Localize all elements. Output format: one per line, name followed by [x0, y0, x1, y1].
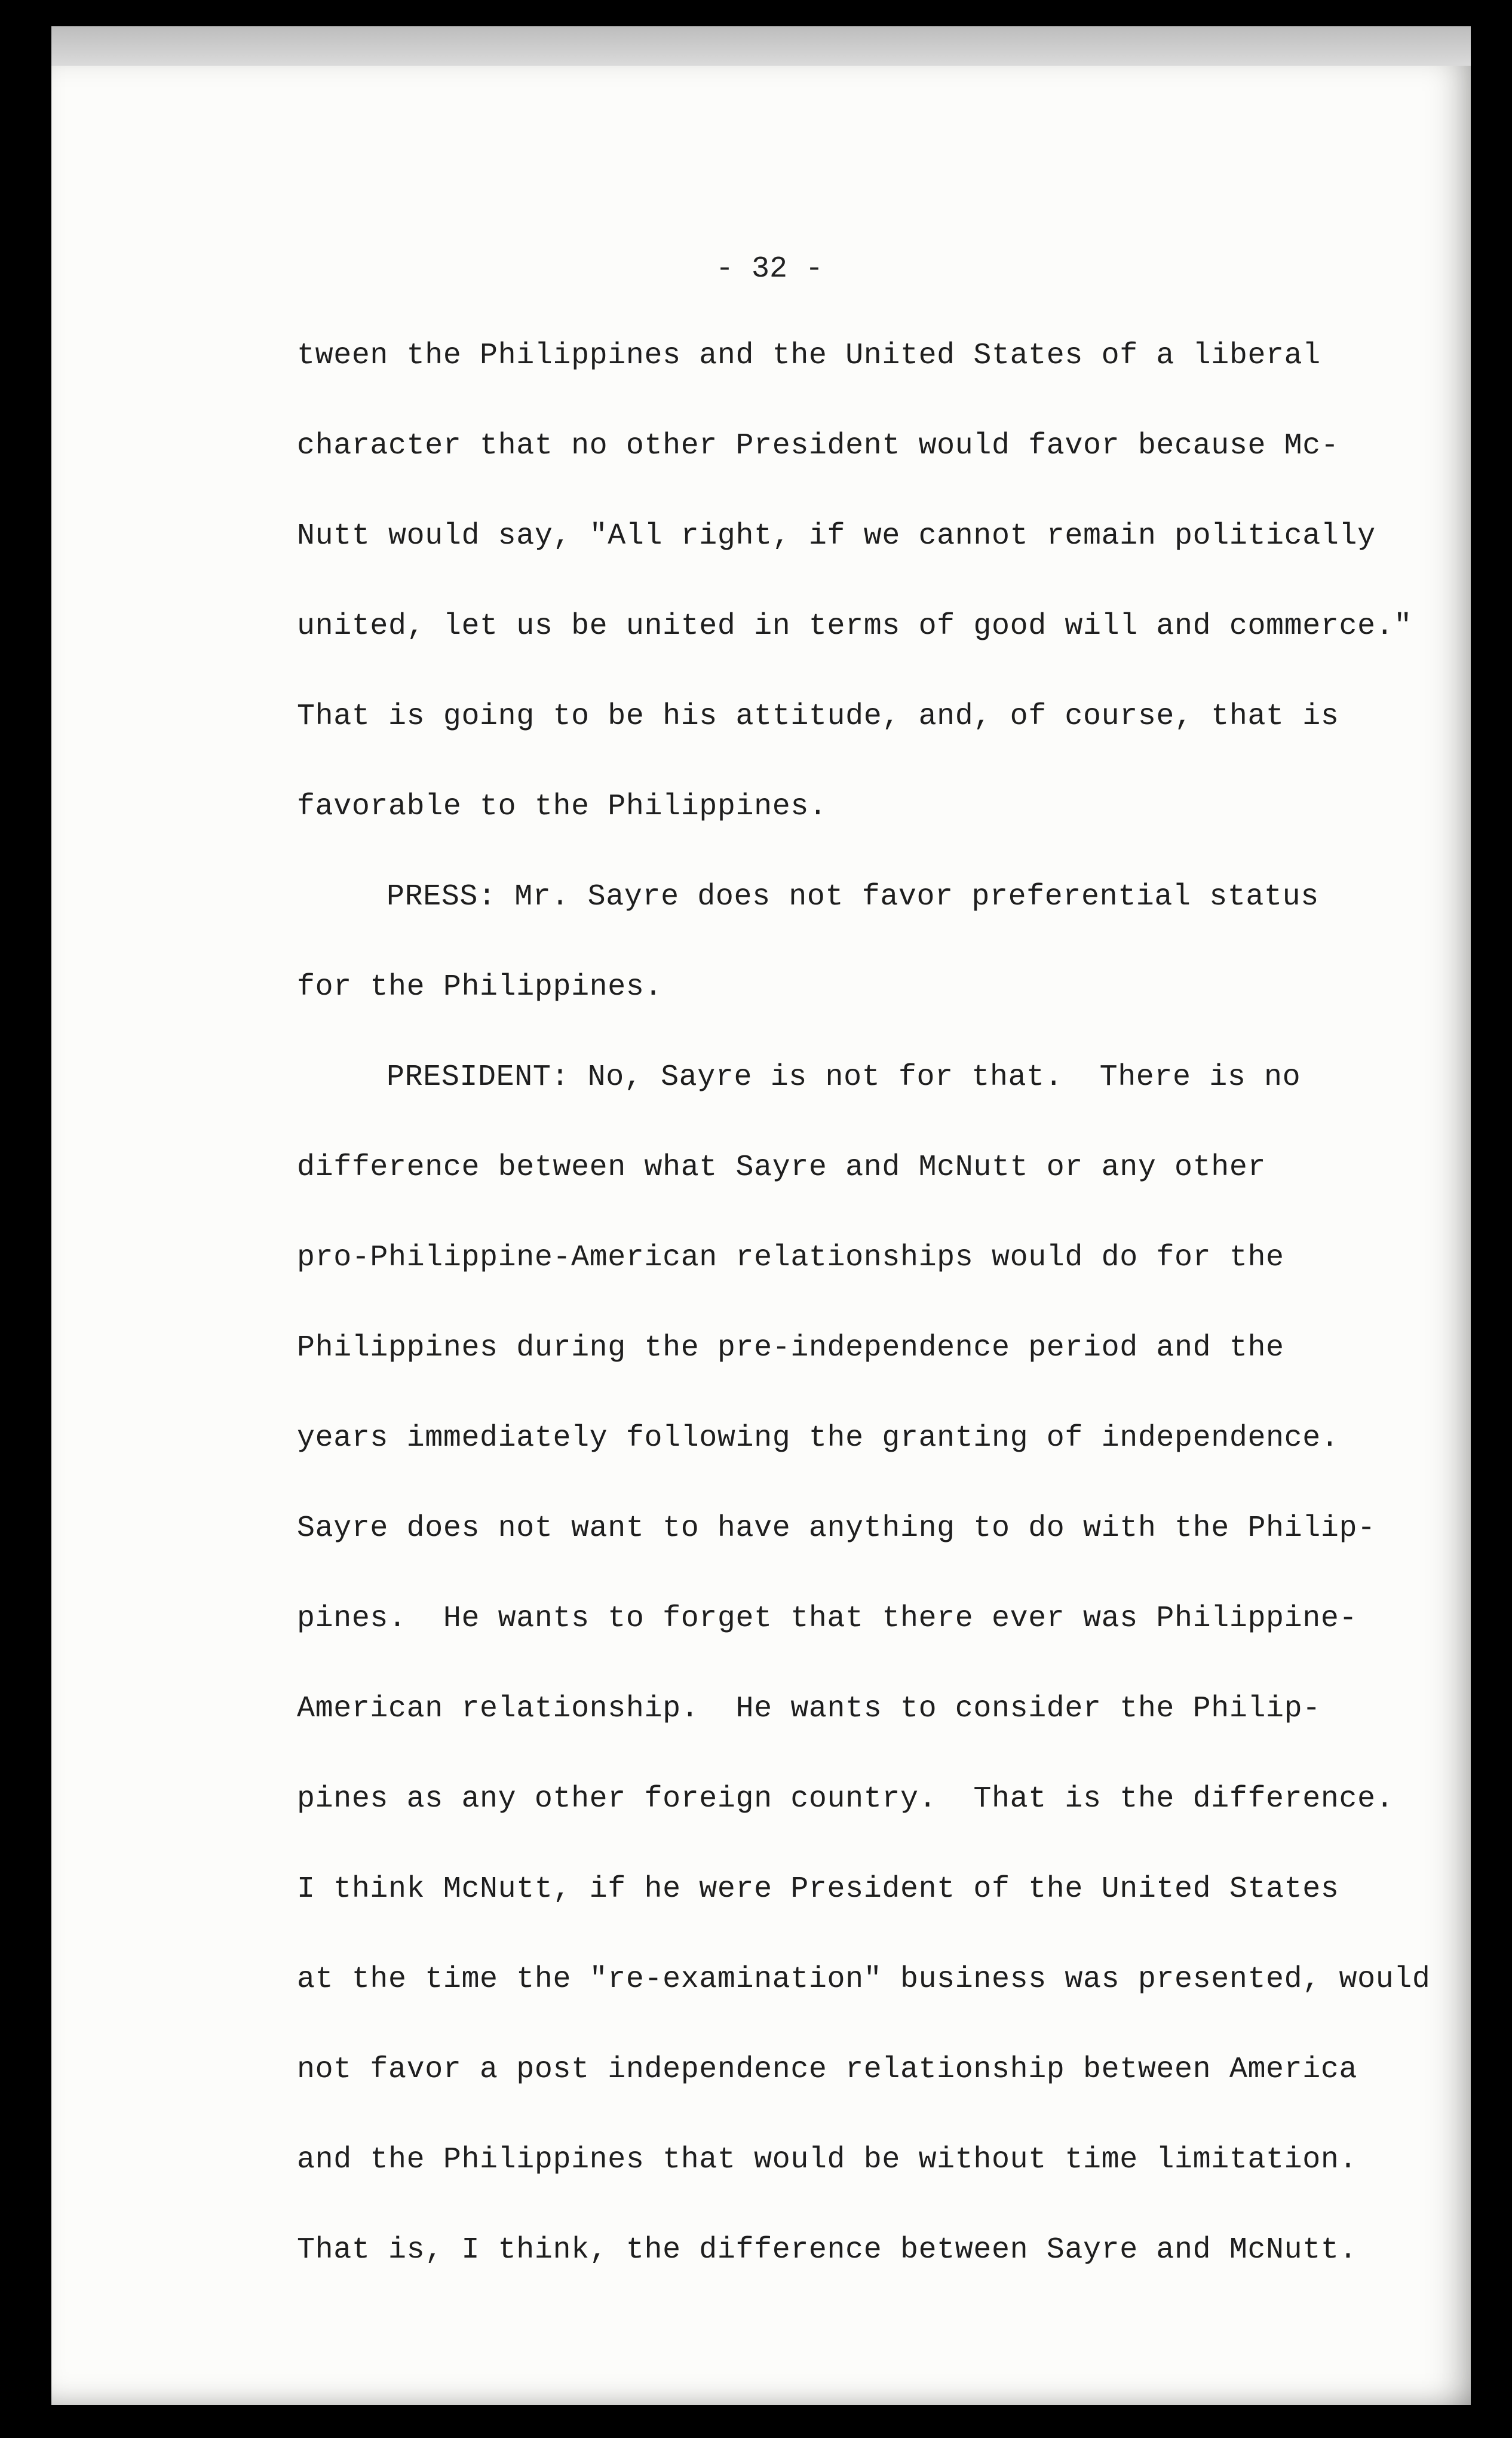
- text-line: pro-Philippine-American relationships would do for the: [297, 1241, 1284, 1275]
- text-line: PRESS: Mr. Sayre does not favor preferential status: [387, 880, 1319, 914]
- text-line: years immediately following the granting of independence.: [297, 1421, 1339, 1455]
- text-line: American relationship. He wants to consider the Philip-: [297, 1692, 1321, 1726]
- text-line: pines as any other foreign country. That is the difference.: [297, 1782, 1394, 1816]
- text-line: That is, I think, the difference between Sayre and McNutt.: [297, 2233, 1358, 2267]
- text-line: pines. He wants to forget that there ever was Philippine-: [297, 1602, 1358, 1636]
- text-line: at the time the "re-examination" business was presented, would: [297, 1962, 1431, 1997]
- text-line: PRESIDENT: No, Sayre is not for that. There is no: [387, 1060, 1301, 1094]
- text-line: I think McNutt, if he were President of the United States: [297, 1872, 1339, 1906]
- text-line: difference between what Sayre and McNutt or any other: [297, 1151, 1266, 1185]
- text-line: Sayre does not want to have anything to do with the Philip-: [297, 1511, 1376, 1545]
- text-line: favorable to the Philippines.: [297, 790, 827, 824]
- page-top-edge: [51, 26, 1471, 68]
- page-number: - 32 -: [716, 252, 824, 286]
- text-line: tween the Philippines and the United States of a liberal: [297, 339, 1321, 373]
- text-line: for the Philippines.: [297, 970, 663, 1004]
- text-line: Philippines during the pre-independence period and the: [297, 1331, 1284, 1365]
- text-line: united, let us be united in terms of good will and commerce.": [297, 609, 1412, 643]
- text-line: That is going to be his attitude, and, of course, that is: [297, 700, 1339, 734]
- text-line: and the Philippines that would be without time limitation.: [297, 2143, 1358, 2177]
- text-line: Nutt would say, "All right, if we cannot remain politically: [297, 519, 1376, 553]
- text-line: character that no other President would favor because Mc-: [297, 429, 1339, 463]
- text-line: not favor a post independence relationship between America: [297, 2053, 1358, 2087]
